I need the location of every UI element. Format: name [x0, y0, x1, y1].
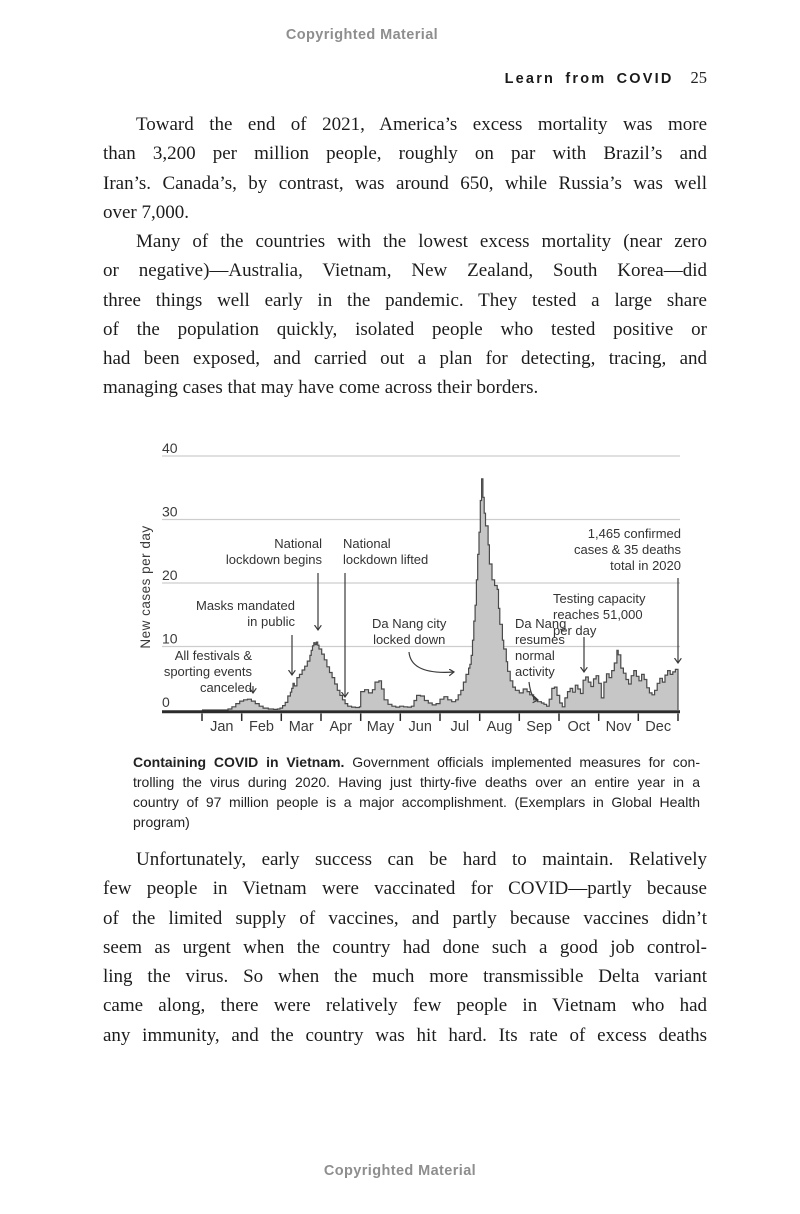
text-line: Unfortunately, early success can be hard to maintain. Relatively [136, 849, 707, 870]
figure-caption [133, 752, 700, 832]
text-line: per day [553, 623, 597, 638]
svg-text:0: 0 [162, 694, 170, 710]
text-line: resumes [515, 632, 565, 647]
svg-text:Dec: Dec [645, 719, 672, 735]
svg-text:Feb: Feb [249, 719, 274, 735]
text-line: reaches 51,000 [553, 607, 643, 622]
svg-text:May: May [366, 719, 395, 735]
annotation-lockdown-lifted [343, 536, 428, 568]
text-line: Toward the end of 2021, America’s excess mortality was more [136, 114, 707, 135]
figure-caption-line1-rest: Government officials implemented measures for con- [344, 754, 700, 770]
text-line: National [343, 536, 391, 551]
text-line: any immunity, and the country was hit hard. Its rate of excess deaths [103, 1024, 707, 1046]
text-line: Da Nang city [372, 616, 447, 631]
arrow-danang-lockdown [409, 652, 454, 672]
text-line: lockdown begins [225, 552, 322, 567]
text-line: sporting events [163, 664, 252, 679]
text-line: managing cases that may have come across their borders. [103, 377, 539, 399]
svg-text:Jun: Jun [408, 719, 432, 735]
text-line: activity [515, 664, 555, 679]
figure-caption-body [133, 772, 700, 832]
text-line: locked down [373, 632, 446, 647]
annotation-testing-capacity [553, 591, 646, 639]
svg-text:Sep: Sep [526, 719, 553, 735]
running-head [103, 68, 707, 88]
svg-text:Aug: Aug [486, 719, 513, 735]
text-line: or negative)—Australia, Vietnam, New Zealand, South Korea—did [103, 260, 707, 282]
text-line: ling the virus. So when the much more transmissible Delta variant [103, 966, 707, 988]
copyright-banner-top: Copyrighted Material [285, 27, 439, 43]
text-line: All festivals & [174, 648, 252, 663]
svg-text:10: 10 [162, 630, 178, 647]
text-line: normal [515, 648, 555, 663]
text-line: Masks mandated [196, 598, 295, 613]
text-line: three things well early in the pandemic. They tested a large share [103, 289, 707, 311]
annotation-masks-mandated [196, 598, 295, 630]
svg-text:Apr: Apr [329, 719, 353, 735]
svg-text:20: 20 [162, 567, 178, 583]
text-line: than 3,200 per million people, roughly on par with Brazil’s and [103, 143, 707, 165]
paragraph-lowest-mortality-countries [103, 227, 707, 403]
chapter-title: Learn from COVID [504, 71, 674, 87]
text-line: program) [133, 814, 190, 830]
text-line: in public [247, 614, 295, 629]
text-line: of the population quickly, isolated people who tested positive or [103, 318, 707, 340]
text-line: over 7,000. [103, 201, 190, 223]
svg-text:Nov: Nov [605, 719, 632, 735]
text-line: seem as urgent when the country had done such a good job control- [103, 936, 707, 958]
text-line: Many of the countries with the lowest excess mortality (near zero [136, 231, 707, 252]
text-line: of the limited supply of vaccines, and partly because vaccines didn’t [103, 907, 707, 929]
text-line: cases & 35 deaths [574, 542, 681, 557]
svg-text:Jul: Jul [450, 719, 470, 735]
text-line: trolling the virus during 2020. Having just thirty-five deaths over an entire year in a [133, 774, 700, 790]
text-line: Iran’s. Canada’s, by contrast, was around 650, while Russia’s was well [103, 172, 707, 194]
text-line: Da Nang [515, 616, 567, 631]
figure-caption-lead: Containing COVID in Vietnam. [133, 754, 345, 770]
text-line: came along, there were relatively few people in Vietnam who had [103, 995, 707, 1017]
figure-caption-line1 [133, 752, 700, 772]
annotation-lockdown-begins [226, 536, 322, 568]
paragraph-excess-mortality [103, 110, 707, 227]
text-line: country of 97 million people is a major accomplishment. (Exemplars in Global Health [133, 794, 700, 810]
svg-text:Mar: Mar [288, 719, 314, 735]
text-line: total in 2020 [610, 558, 681, 573]
svg-text:30: 30 [162, 503, 178, 520]
text-line: lockdown lifted [343, 552, 429, 567]
svg-text:Oct: Oct [567, 719, 591, 735]
svg-text:Jan: Jan [210, 719, 234, 735]
y-axis-title: New cases per day [138, 525, 153, 649]
text-line: few people in Vietnam were vaccinated for COVID—partly because [103, 878, 707, 900]
text-line: National [274, 536, 322, 551]
annotation-danang-lockdown [372, 616, 446, 648]
copyright-banner-bottom: Copyrighted Material [323, 1163, 477, 1179]
page-number: 25 [690, 68, 707, 87]
text-line: 1,465 confirmed [587, 526, 681, 541]
text-line: had been exposed, and carried out a plan for detecting, tracing, and [103, 348, 707, 370]
annotation-festivals-canceled [164, 648, 252, 696]
text-line: Testing capacity [553, 591, 646, 606]
svg-text:40: 40 [162, 440, 178, 456]
paragraph-early-success [103, 845, 707, 1050]
text-line: canceled [199, 680, 252, 695]
annotation-total-2020 [574, 526, 681, 574]
vietnam-covid-figure [133, 437, 700, 745]
